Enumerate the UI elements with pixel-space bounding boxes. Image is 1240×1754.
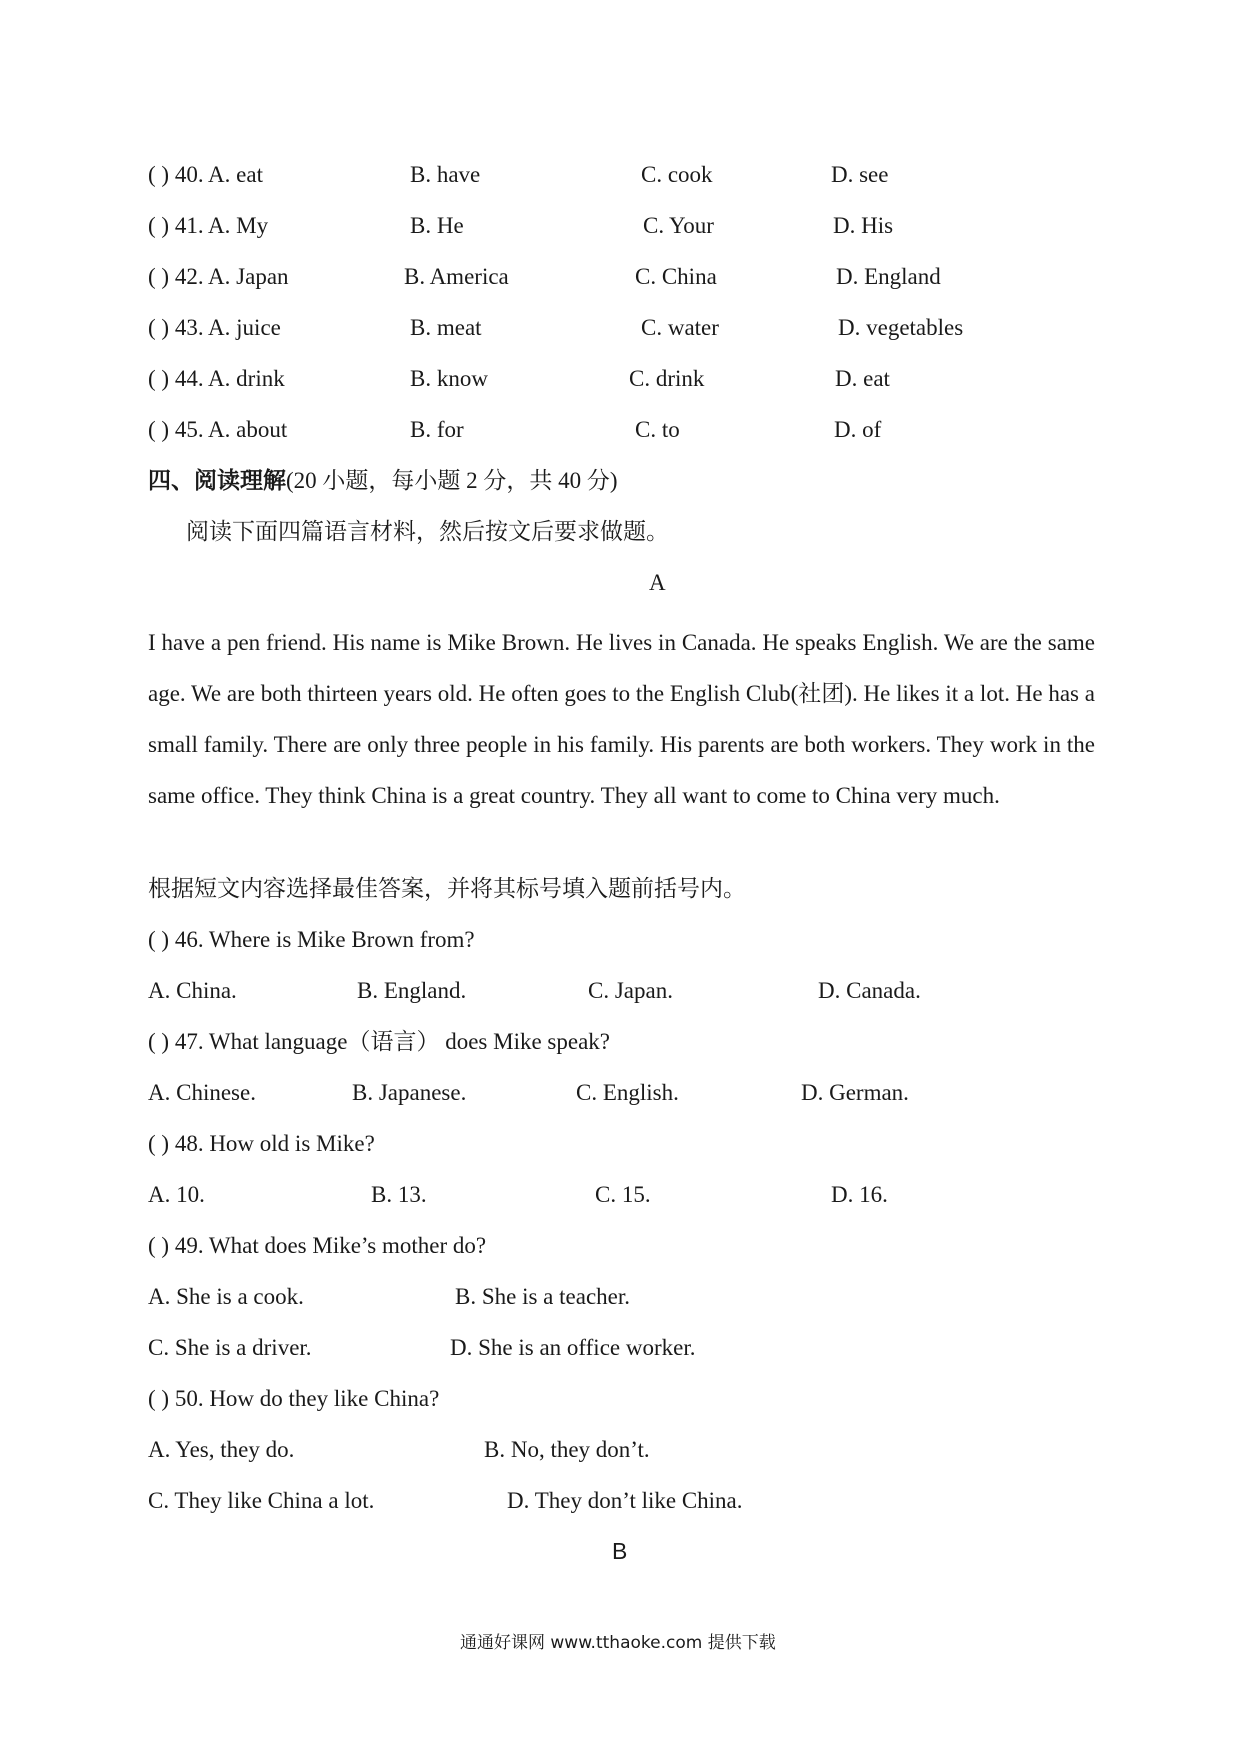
question-46-stem: ( ) 46. Where is Mike Brown from?: [148, 927, 475, 952]
question-47-option-d: D. German.: [801, 1080, 909, 1105]
question-42-option-d: D. England: [836, 264, 941, 289]
question-47-option-a: A. Chinese.: [148, 1080, 256, 1105]
passage-a-text: I have a pen friend. His name is Mike Brown. He lives in Canada. He speaks English. We are the same age. We are both thirteen years old. He often goes to the English Club(社团). He likes it a lot. He has a small family. There are only three people in his family. His parents are both workers. They work in the same office. They think China is a great country. They all want to come to China very much.: [148, 630, 1095, 808]
question-47-option-b: B. Japanese.: [352, 1080, 467, 1105]
question-46-option-b: B. England.: [357, 978, 467, 1003]
question-40-option-a: ( ) 40. A. eat: [148, 162, 263, 187]
section-title: 四、阅读理解: [148, 468, 286, 493]
section-heading: [148, 467, 618, 495]
question-44-option-d: D. eat: [835, 366, 890, 391]
question-47-stem: ( ) 47. What language（语言） does Mike speak?: [148, 1029, 611, 1054]
question-42-option-a: ( ) 42. A. Japan: [148, 264, 289, 289]
footer-watermark: 通通好课网 www.tthaoke.com 提供下载: [460, 1633, 776, 1653]
passage-a-label: A: [649, 570, 666, 595]
question-44-option-b: B. know: [410, 366, 488, 391]
question-46-option-c: C. Japan.: [588, 978, 673, 1003]
question-48-option-b: B. 13.: [371, 1182, 427, 1207]
question-50-option-a: A. Yes, they do.: [148, 1437, 295, 1462]
question-40-option-b: B. have: [410, 162, 481, 187]
question-45-option-a: ( ) 45. A. about: [148, 417, 288, 442]
section-score: (20 小题，每小题 2 分，共 40 分): [286, 468, 618, 493]
question-44-option-a: ( ) 44. A. drink: [148, 366, 285, 391]
question-45-option-c: C. to: [635, 417, 680, 442]
question-49-option-a: A. She is a cook.: [148, 1284, 304, 1309]
question-49-option-d: D. She is an office worker.: [450, 1335, 696, 1360]
passage-a-direction: 根据短文内容选择最佳答案，并将其标号填入题前括号内。: [148, 876, 746, 901]
question-40-option-d: D. see: [831, 162, 889, 187]
question-44-option-c: C. drink: [629, 366, 705, 391]
question-43-option-c: C. water: [641, 315, 719, 340]
question-49-option-b: B. She is a teacher.: [455, 1284, 631, 1309]
question-47-option-c: C. English.: [576, 1080, 679, 1105]
question-43-option-a: ( ) 43. A. juice: [148, 315, 281, 340]
question-45-option-b: B. for: [410, 417, 464, 442]
question-43-option-b: B. meat: [410, 315, 482, 340]
question-50-option-b: B. No, they don’t.: [484, 1437, 650, 1462]
question-48-option-c: C. 15.: [595, 1182, 651, 1207]
question-41-option-d: D. His: [833, 213, 894, 238]
question-50-option-c: C. They like China a lot.: [148, 1488, 375, 1513]
question-42-option-c: C. China: [635, 264, 717, 289]
question-48-option-d: D. 16.: [831, 1182, 888, 1207]
question-46-option-d: D. Canada.: [818, 978, 921, 1003]
section-instruction: 阅读下面四篇语言材料，然后按文后要求做题。: [186, 519, 669, 544]
question-42-option-b: B. America: [404, 264, 509, 289]
question-41-option-c: C. Your: [643, 213, 714, 238]
question-46-option-a: A. China.: [148, 978, 237, 1003]
question-49-option-c: C. She is a driver.: [148, 1335, 312, 1360]
question-41-option-a: ( ) 41. A. My: [148, 213, 269, 238]
question-50-option-d: D. They don’t like China.: [507, 1488, 743, 1513]
question-48-stem: ( ) 48. How old is Mike?: [148, 1131, 375, 1156]
question-49-stem: ( ) 49. What does Mike’s mother do?: [148, 1233, 487, 1258]
question-41-option-b: B. He: [410, 213, 464, 238]
passage-b-label: B: [612, 1538, 628, 1564]
question-43-option-d: D. vegetables: [838, 315, 964, 340]
question-40-option-c: C. cook: [641, 162, 713, 187]
question-48-option-a: A. 10.: [148, 1182, 205, 1207]
question-45-option-d: D. of: [834, 417, 882, 442]
question-50-stem: ( ) 50. How do they like China?: [148, 1386, 440, 1411]
